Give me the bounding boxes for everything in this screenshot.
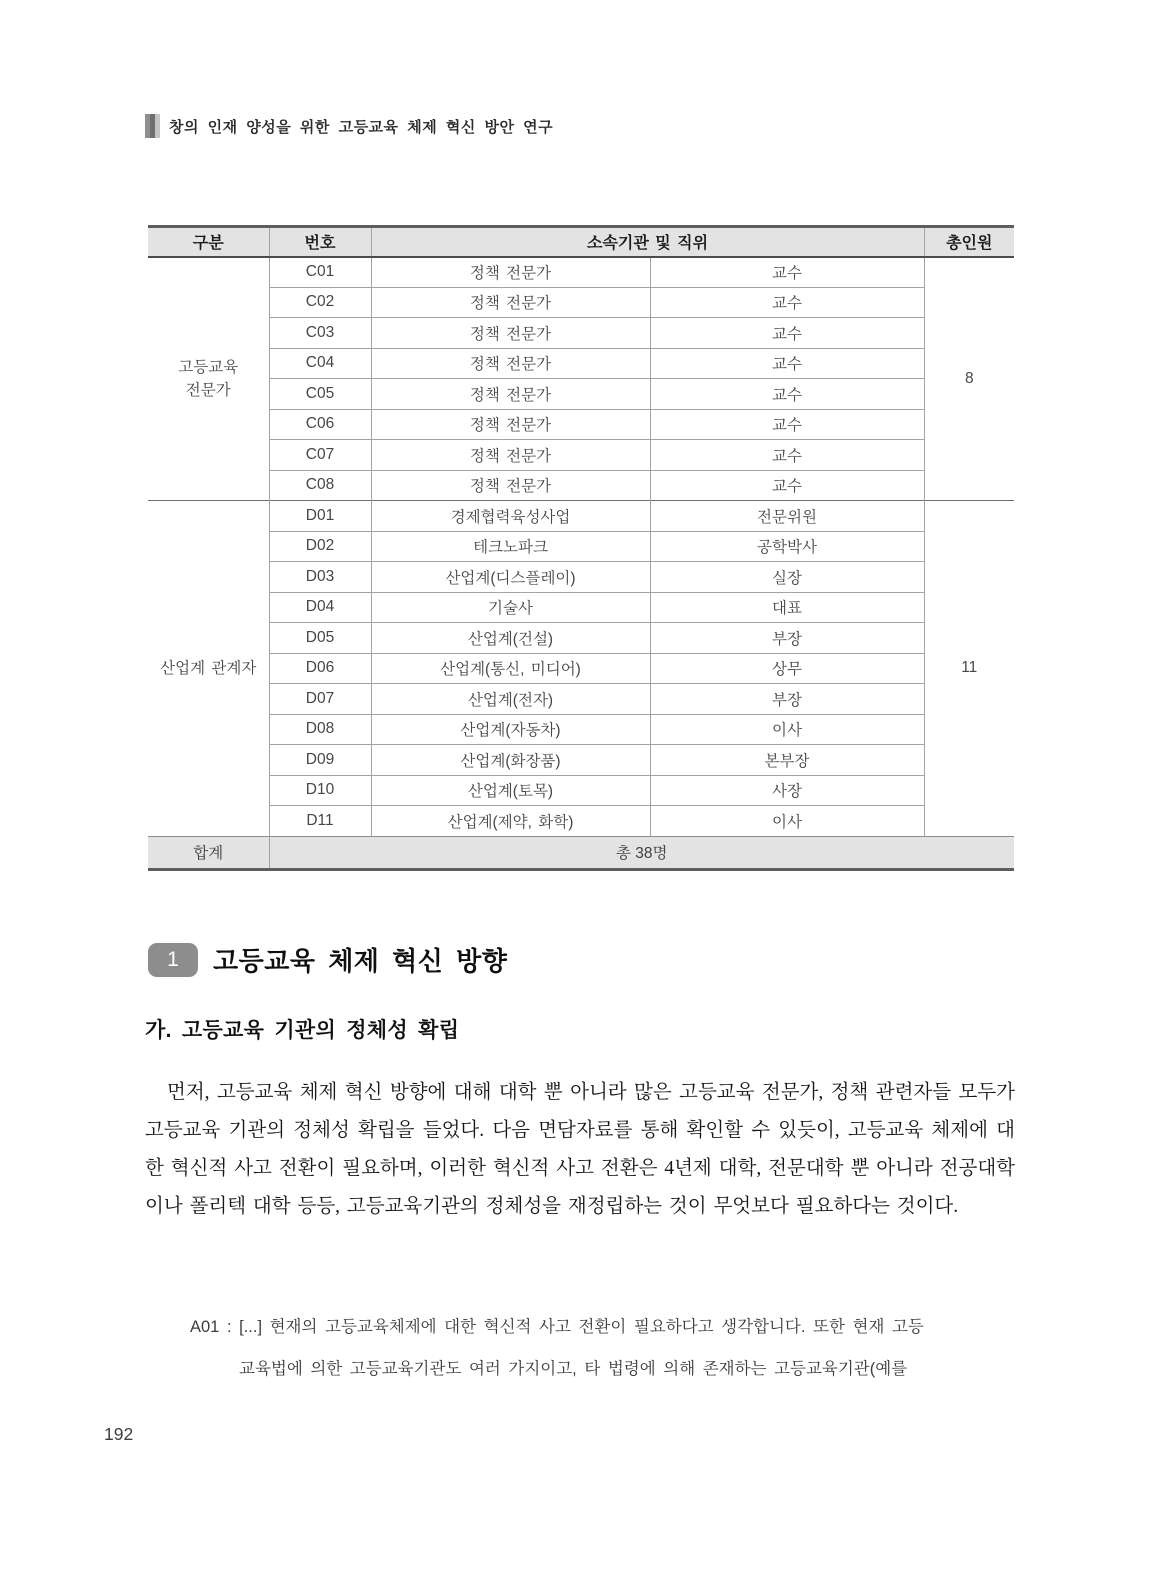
- table-header-row: [148, 227, 1014, 257]
- table-footer-row: [148, 836, 1014, 869]
- position-cell: 공학박사: [650, 531, 924, 562]
- table-row: [148, 501, 1014, 532]
- position-cell: 대표: [650, 592, 924, 623]
- page-number: 192: [104, 1424, 134, 1444]
- organization-cell: 테크노파크: [371, 531, 650, 562]
- position-cell: 전문위원: [650, 501, 924, 532]
- organization-cell: 정책 전문가: [371, 409, 650, 440]
- table-header: [148, 227, 1014, 257]
- subsection-title: 가. 고등교육 기관의 정체성 확립: [145, 1019, 460, 1042]
- organization-cell: 정책 전문가: [371, 287, 650, 318]
- table-group-0: [148, 257, 1014, 501]
- table-row: [148, 592, 1014, 623]
- organization-cell: 기술사: [371, 592, 650, 623]
- position-cell: 본부장: [650, 745, 924, 776]
- table-row: [148, 348, 1014, 379]
- position-cell: 교수: [650, 409, 924, 440]
- table-row: [148, 653, 1014, 684]
- table-row: [148, 379, 1014, 410]
- col-header-org-position: 소속기관 및 직위: [371, 227, 924, 257]
- number-cell: D06: [269, 653, 371, 684]
- number-cell: C01: [269, 257, 371, 288]
- position-cell: 사장: [650, 775, 924, 806]
- running-header: [145, 114, 553, 138]
- footer-value: 총 38명: [269, 836, 1014, 869]
- position-cell: 교수: [650, 318, 924, 349]
- organization-cell: 산업계(제약, 화학): [371, 806, 650, 837]
- col-header-number: 번호: [269, 227, 371, 257]
- table-row: [148, 409, 1014, 440]
- group-label-cell: 산업계 관계자: [160, 659, 257, 677]
- organization-cell: 산업계(자동차): [371, 714, 650, 745]
- group-total-cell: 8: [924, 257, 1014, 501]
- body-paragraph: 먼저, 고등교육 체제 혁신 방향에 대해 대학 뿐 아니라 많은 고등교육 전문가, 정책 관련자들 모두가 고등교육 기관의 정체성 확립을 들었다. 다음 면담자료를 통해 확인할 수 있듯이, 고등교육 체제에 대한 혁신적 사고 전환이 필요하며, 이러한 혁신적 사고 전환은 4년제 대학, 전문대학 뿐 아니라 전공대학이나 폴리텍 대학 등등, 고등교육기관의 정체성을 재정립하는 것이 무엇보다 필요하다는 것이다.: [145, 1082, 1015, 1217]
- number-cell: D11: [269, 806, 371, 837]
- table-row: [148, 257, 1014, 288]
- organization-cell: 산업계(화장품): [371, 745, 650, 776]
- position-cell: 실장: [650, 562, 924, 593]
- table-row: [148, 806, 1014, 837]
- header-bars-icon: [145, 114, 160, 138]
- report-title: 창의 인재 양성을 위한 고등교육 체제 혁신 방안 연구: [169, 118, 554, 136]
- organization-cell: 산업계(디스플레이): [371, 562, 650, 593]
- table-row: [148, 623, 1014, 654]
- number-cell: C07: [269, 440, 371, 471]
- table-row: [148, 714, 1014, 745]
- organization-cell: 산업계(전자): [371, 684, 650, 715]
- organization-cell: 정책 전문가: [371, 470, 650, 501]
- position-cell: 이사: [650, 714, 924, 745]
- position-cell: 교수: [650, 440, 924, 471]
- group-total-cell: 11: [924, 501, 1014, 837]
- organization-cell: 정책 전문가: [371, 379, 650, 410]
- number-cell: C05: [269, 379, 371, 410]
- table-row: [148, 531, 1014, 562]
- number-cell: C08: [269, 470, 371, 501]
- position-cell: 이사: [650, 806, 924, 837]
- position-cell: 교수: [650, 287, 924, 318]
- number-cell: D02: [269, 531, 371, 562]
- quote-line: 교육법에 의한 고등교육기관도 여러 가지이고, 타 법령에 의해 존재하는 고등교육기관(예를: [239, 1360, 908, 1378]
- position-cell: 교수: [650, 348, 924, 379]
- position-cell: 부장: [650, 684, 924, 715]
- organization-cell: 정책 전문가: [371, 348, 650, 379]
- organization-cell: 산업계(건설): [371, 623, 650, 654]
- table-row: [148, 287, 1014, 318]
- number-cell: C03: [269, 318, 371, 349]
- table-footer: [148, 836, 1014, 869]
- number-cell: D04: [269, 592, 371, 623]
- organization-cell: 정책 전문가: [371, 318, 650, 349]
- footer-label: 합계: [148, 836, 269, 869]
- number-cell: D09: [269, 745, 371, 776]
- position-cell: 교수: [650, 379, 924, 410]
- position-cell: 교수: [650, 257, 924, 288]
- position-cell: 상무: [650, 653, 924, 684]
- table-row: [148, 440, 1014, 471]
- number-cell: C04: [269, 348, 371, 379]
- number-cell: D07: [269, 684, 371, 715]
- number-cell: C06: [269, 409, 371, 440]
- participants-table: [148, 225, 1014, 871]
- group-label-cell: 고등교육 전문가: [178, 358, 239, 399]
- organization-cell: 경제협력육성사업: [371, 501, 650, 532]
- position-cell: 교수: [650, 470, 924, 501]
- number-cell: D01: [269, 501, 371, 532]
- organization-cell: 산업계(토목): [371, 775, 650, 806]
- number-cell: D03: [269, 562, 371, 593]
- table-row: [148, 745, 1014, 776]
- organization-cell: 산업계(통신, 미디어): [371, 653, 650, 684]
- col-header-total: 총인원: [924, 227, 1014, 257]
- table-group-1: [148, 501, 1014, 837]
- interview-quote: [145, 1306, 1045, 1390]
- number-cell: D05: [269, 623, 371, 654]
- table-row: [148, 775, 1014, 806]
- table-row: [148, 562, 1014, 593]
- number-cell: C02: [269, 287, 371, 318]
- organization-cell: 정책 전문가: [371, 440, 650, 471]
- table-row: [148, 318, 1014, 349]
- section-title: 고등교육 체제 혁신 방향: [213, 946, 508, 976]
- position-cell: 부장: [650, 623, 924, 654]
- section-heading: [148, 941, 507, 978]
- organization-cell: 정책 전문가: [371, 257, 650, 288]
- number-cell: D08: [269, 714, 371, 745]
- number-cell: D10: [269, 775, 371, 806]
- table-row: [148, 684, 1014, 715]
- section-number-badge: 1: [148, 943, 198, 977]
- table-row: [148, 470, 1014, 501]
- col-header-group: 구분: [148, 227, 269, 257]
- quote-line: A01 : [...] 현재의 고등교육체제에 대한 혁신적 사고 전환이 필요하다고 생각합니다. 또한 현재 고등: [190, 1318, 924, 1336]
